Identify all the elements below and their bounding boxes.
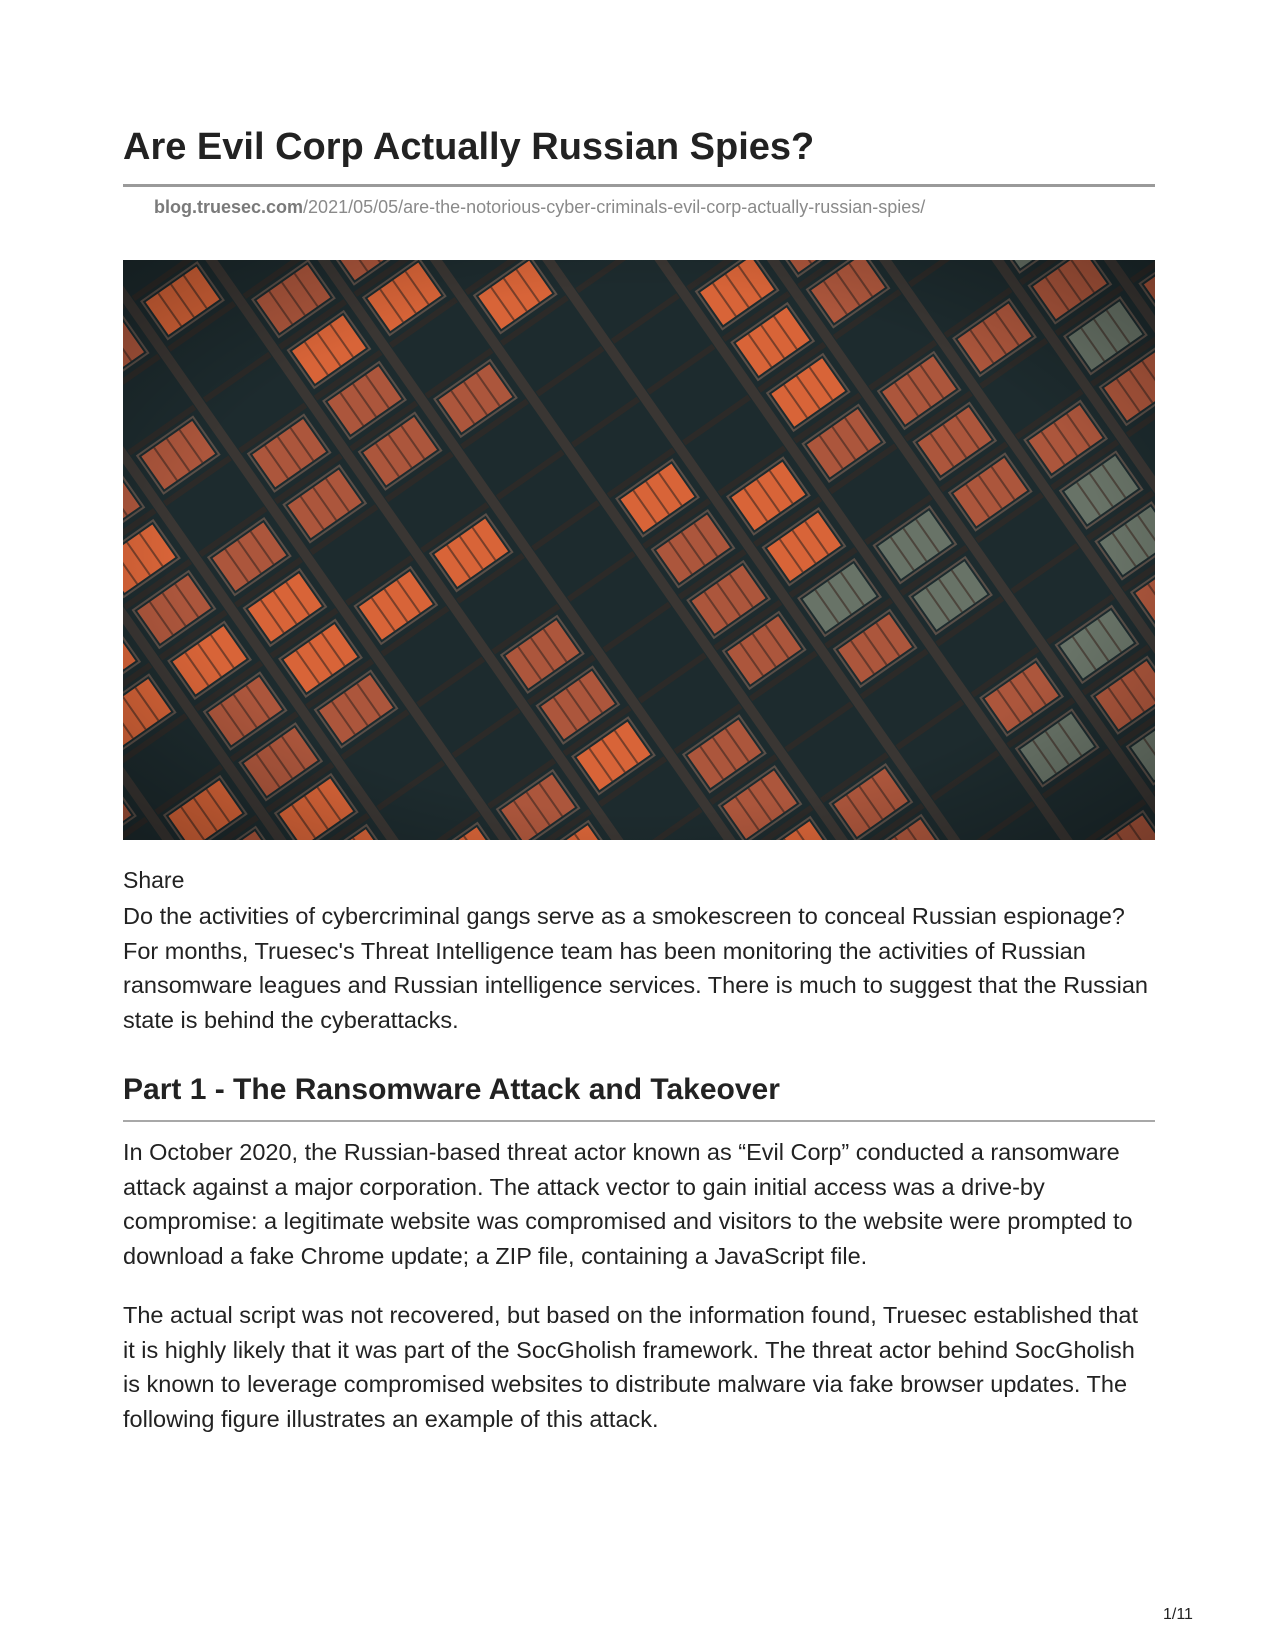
url-domain: blog.truesec.com — [154, 197, 304, 217]
share-link[interactable]: Share — [123, 867, 185, 893]
hero-image — [123, 260, 1155, 840]
intro-paragraph: Do the activities of cybercriminal gangs serve as a smokescreen to conceal Russian espionage? For months, Truesec's Threat Intelligence team has been monitoring the activities of Russian ransomware leagues and Russian intelligence services. There is much to suggest that the Russian state is behind the cyberattacks. — [123, 903, 1148, 1033]
title-divider — [123, 184, 1155, 187]
body-paragraph-2: The actual script was not recovered, but based on the information found, Truesec established that it is highly likely that it was part of the SocGholish framework. The threat actor behind SocGholish is known to leverage compromised websites to distribute malware via fake browser updates. The following figure illustrates an example of this attack. — [123, 1302, 1139, 1432]
url-path: /2021/05/05/are-the-notorious-cyber-criminals-evil-corp-actually-russian-spies/ — [303, 197, 926, 217]
article-title: Are Evil Corp Actually Russian Spies? — [123, 126, 815, 168]
building-facade-photo — [123, 260, 1155, 840]
page-number: 1/11 — [1163, 1606, 1193, 1623]
section-heading: Part 1 - The Ransomware Attack and Takeover — [123, 1073, 780, 1106]
section-divider — [123, 1120, 1155, 1122]
body-paragraph-1: In October 2020, the Russian-based threat actor known as “Evil Corp” conducted a ransomware attack against a major corporation. The attack vector to gain initial access was a drive-by compromise: a legitimate website was compromised and visitors to the website were prompted to download a fake Chrome update; a ZIP file, containing a JavaScript file. — [123, 1139, 1133, 1269]
source-url[interactable] — [154, 197, 925, 218]
